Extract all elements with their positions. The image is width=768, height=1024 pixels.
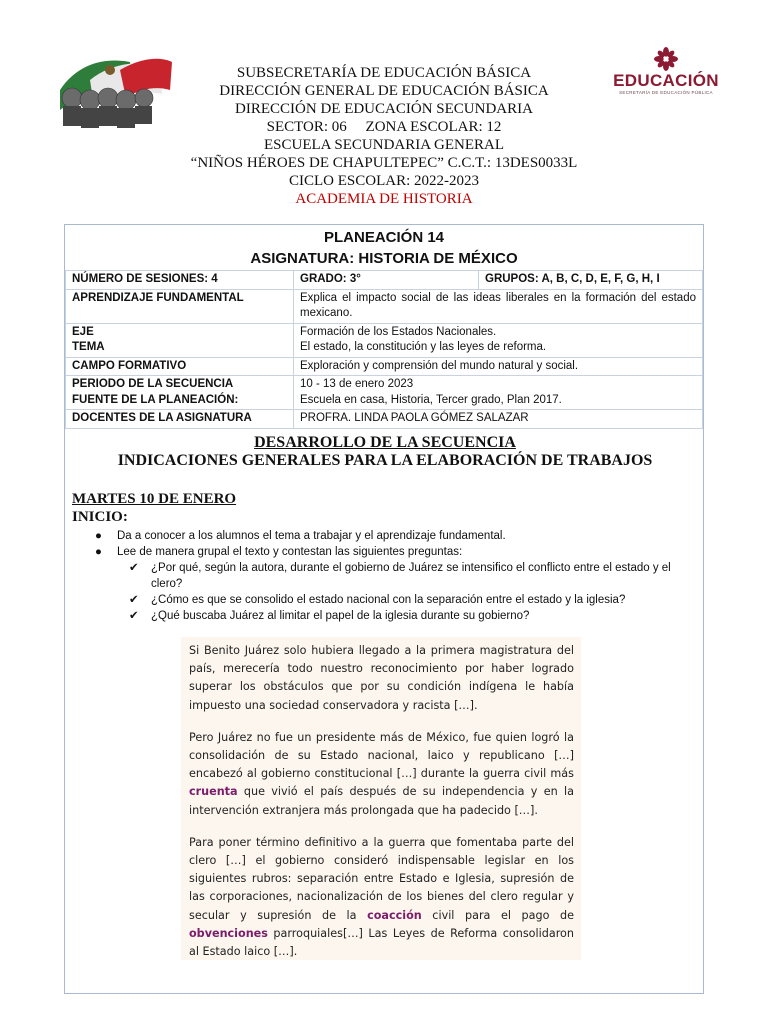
header-line: “NIÑOS HÉROES DE CHAPULTEPEC” C.C.T.: 13DES0033L <box>190 155 578 171</box>
header-line: ESCUELA SECUNDARIA GENERAL <box>263 137 504 153</box>
bullet-icon: ● <box>95 530 102 542</box>
grade-cell: GRADO: 3° <box>294 271 479 290</box>
excerpt-text: que vivió el país después de su independencia y en la intervención extranjera más prolongada que ha padecido […]. <box>189 785 574 817</box>
row-label: FUENTE DE LA PLANEACIÓN: <box>72 393 239 406</box>
row-value: PROFRA. LINDA PAOLA GÓMEZ SALAZAR <box>294 410 703 429</box>
educacion-logo <box>612 46 720 102</box>
question-text: ¿Qué buscaba Juárez al limitar el papel de la iglesia durante su gobierno? <box>151 610 530 622</box>
instructions-list <box>65 528 705 624</box>
sep-heroes-logo <box>50 50 175 128</box>
table-row <box>66 376 703 410</box>
row-label: CAMPO FORMATIVO <box>66 357 294 376</box>
header-line: DIRECCIÓN GENERAL DE EDUCACIÓN BÁSICA <box>219 83 549 99</box>
bullet-icon: ● <box>95 546 102 558</box>
sessions-cell: NÚMERO DE SESIONES: 4 <box>66 271 294 290</box>
plan-info-table <box>65 270 703 429</box>
phase-heading: INICIO: <box>72 509 128 525</box>
list-item <box>65 544 705 560</box>
question-text: ¿Cómo es que se consolido el estado nacional con la separación entre el estado y la iglesia? <box>151 594 626 606</box>
row-value-group <box>294 376 703 410</box>
row-value: Exploración y comprensión del mundo natural y social. <box>294 357 703 376</box>
row-label: DOCENTES DE LA ASIGNATURA <box>66 410 294 429</box>
question-item <box>65 560 705 592</box>
checkmark-icon: ✔ <box>129 562 139 574</box>
highlighted-term: cruenta <box>189 785 238 799</box>
subject-title: ASIGNATURA: HISTORIA DE MÉXICO <box>250 250 518 267</box>
highlighted-term: obvenciones <box>189 926 268 940</box>
groups-cell: GRUPOS: A, B, C, D, E, F, G, H, I <box>479 271 703 290</box>
row-label: TEMA <box>72 341 105 353</box>
row-value: El estado, la constitución y las leyes de reforma. <box>300 341 547 353</box>
planning-card <box>64 224 704 994</box>
table-row <box>66 410 703 429</box>
institution-header <box>168 64 600 208</box>
excerpt-text: parroquiales[…] Las Leyes de Reforma consolidaron al Estado laico […]. <box>189 926 574 959</box>
excerpt-paragraph <box>189 729 574 820</box>
list-item <box>65 528 705 544</box>
header-line: SECTOR: 06 ZONA ESCOLAR: 12 <box>266 119 502 135</box>
row-label: APRENDIZAJE FUNDAMENTAL <box>66 289 294 323</box>
plan-title: PLANEACIÓN 14 <box>323 229 445 246</box>
table-row <box>66 289 703 323</box>
row-label: EJE <box>72 325 94 338</box>
header-line: DIRECCIÓN DE EDUCACIÓN SECUNDARIA <box>235 101 533 117</box>
question-item <box>65 608 705 624</box>
row-value: Explica el impacto social de las ideas liberales en la formación del estado mexicano. <box>294 289 703 323</box>
logo-wordmark: EDUCACIÓN <box>613 71 719 90</box>
logo-subtext: SECRETARÍA DE EDUCACIÓN PÚBLICA <box>619 90 713 95</box>
excerpt-paragraph: Si Benito Juárez solo hubiera llegado a la primera magistratura del país, merecería todo nuestro reconocimiento por haber logrado superar los obstáculos que por su condición indígena le había impuesto una sociedad conservadora y racista […]. <box>189 644 574 712</box>
excerpt-paragraph <box>189 834 574 961</box>
list-item-text: Lee de manera grupal el texto y contestan las siguientes preguntas: <box>117 546 463 558</box>
academy-name: ACADEMIA DE HISTORIA <box>295 191 473 207</box>
row-value: Escuela en casa, Historia, Tercer grado, Plan 2017. <box>300 393 562 406</box>
sequence-title: DESARROLLO DE LA SECUENCIA <box>254 434 516 451</box>
sequence-subtitle: INDICACIONES GENERALES PARA LA ELABORACIÓN DE TRABAJOS <box>117 452 653 469</box>
row-label-group <box>66 323 294 357</box>
row-value: Formación de los Estados Nacionales. <box>300 325 497 338</box>
day-heading: MARTES 10 DE ENERO <box>72 491 237 507</box>
header-line: SUBSECRETARÍA DE EDUCACIÓN BÁSICA <box>236 65 532 81</box>
row-label-group <box>66 376 294 410</box>
header-line: CICLO ESCOLAR: 2022-2023 <box>288 173 479 189</box>
table-row <box>66 323 703 357</box>
checkmark-icon: ✔ <box>129 594 139 606</box>
excerpt-text: Pero Juárez no fue un presidente más de México, fue quien logró la consolidación de su Estado nacional, laico y republicano […] encabezó al gobierno constitucional […] durante la guerra civil más <box>189 730 574 781</box>
excerpt-text: civil para el pago de <box>421 908 575 922</box>
list-item-text: Da a conocer a los alumnos el tema a trabajar y el aprendizaje fundamental. <box>117 530 506 542</box>
row-value: 10 - 13 de enero 2023 <box>300 378 414 390</box>
excerpt-text: Para poner término definitivo a la guerra que fomentaba parte del clero […] el gobierno consideró indispensable legislar en los siguientes rubros: separación entre Estado e Iglesia, supresión de las corporaciones, nacionalización de los bienes del clero regular y secular y supresión de la <box>189 835 574 922</box>
table-row <box>66 271 703 290</box>
question-item <box>65 592 705 608</box>
flower-icon <box>653 46 679 72</box>
row-label: PERIODO DE LA SECUENCIA <box>72 378 234 390</box>
highlighted-term: coacción <box>367 908 422 922</box>
reading-excerpt <box>181 637 581 960</box>
checkmark-icon: ✔ <box>129 610 139 622</box>
table-row <box>66 357 703 376</box>
row-value-group <box>294 323 703 357</box>
question-text: ¿Por qué, según la autora, durante el gobierno de Juárez se intensifico el conflicto entre el estado y el clero? <box>151 562 671 590</box>
